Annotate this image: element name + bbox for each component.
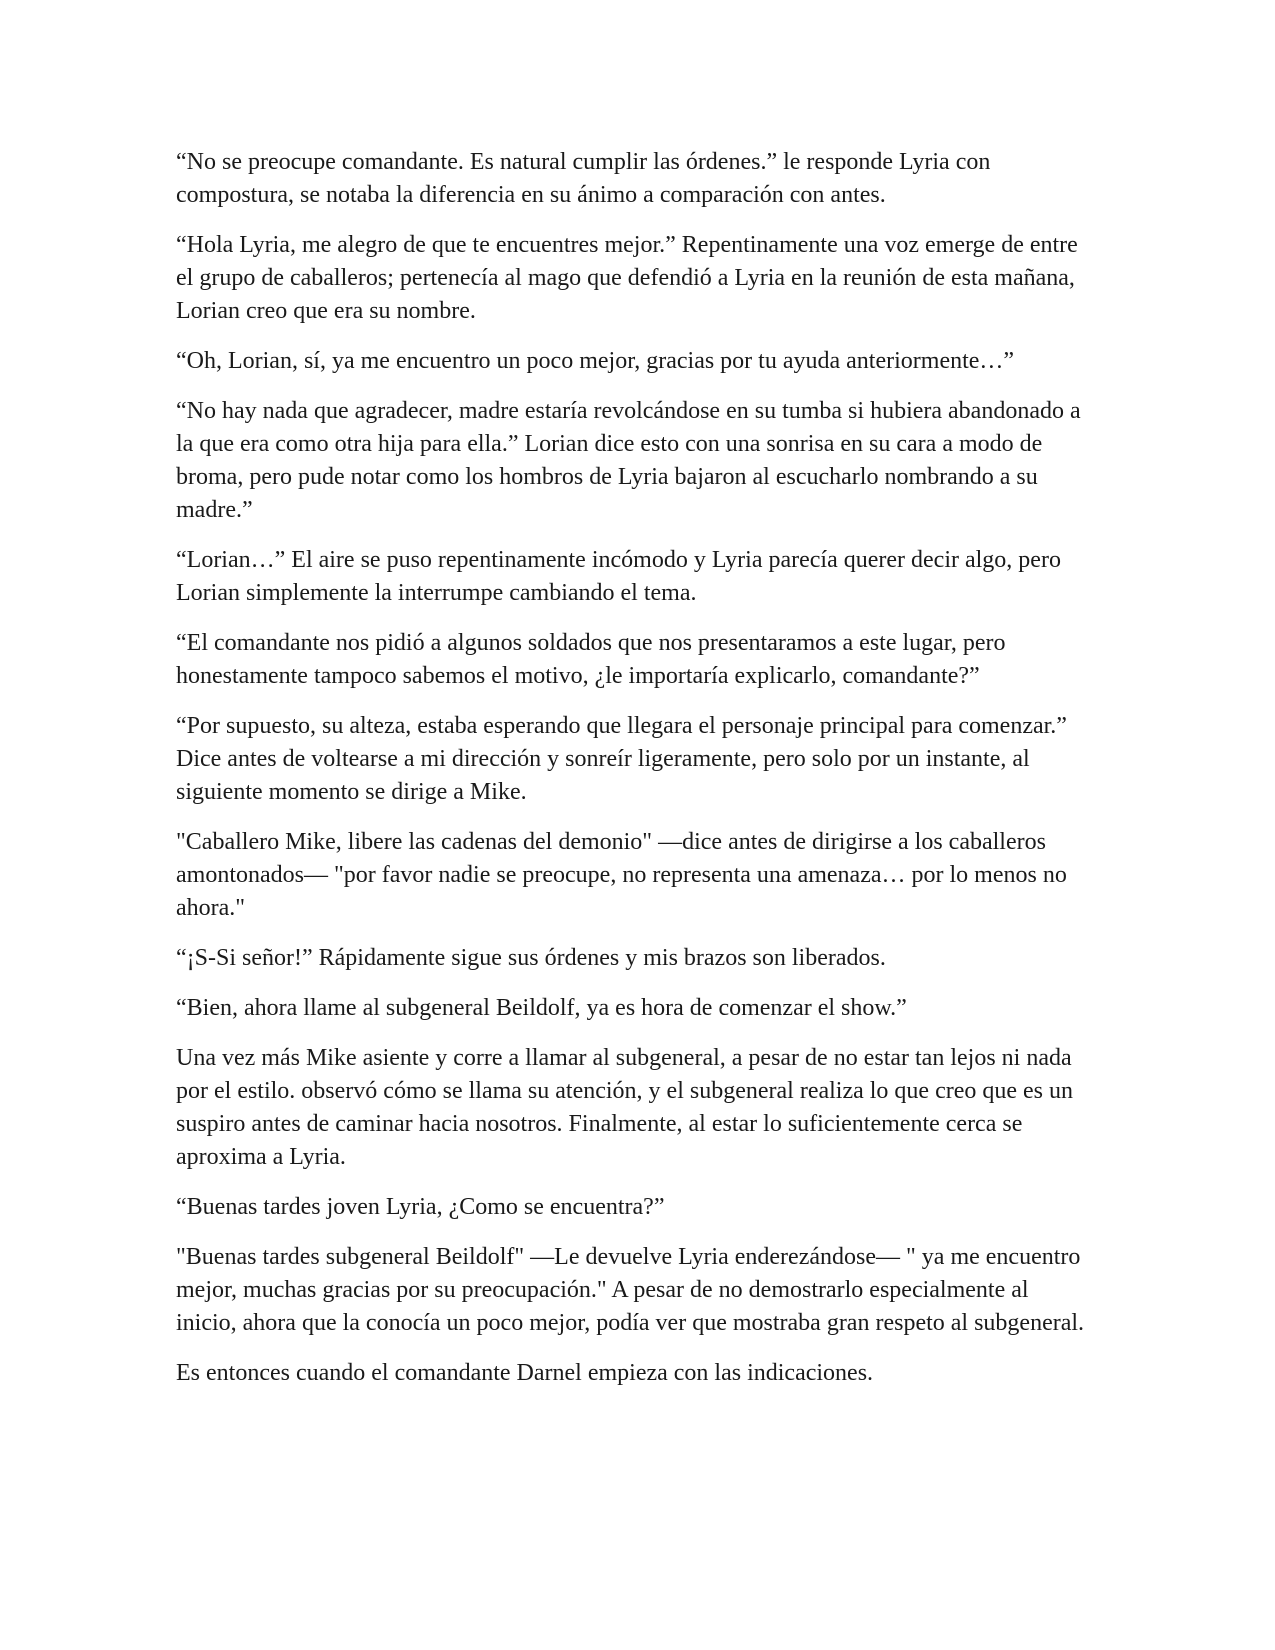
paragraph-4: “No hay nada que agradecer, madre estaría revolcándose en su tumba si hubiera abandonado a la que era como otra hija para ella.” Lorian dice esto con una sonrisa en su cara a modo de broma, pero pude notar como los hombros de Lyria bajaron al escucharlo nombrando a su madre.” (176, 398, 1081, 523)
paragraph-11: Una vez más Mike asiente y corre a llamar al subgeneral, a pesar de no estar tan lejos ni nada por el estilo. observó cómo se llama su atención, y el subgeneral realiza lo que creo que es un suspiro antes de caminar hacia nosotros. Finalmente, al estar lo suficientemente cerca se aproxima a Lyria. (176, 1045, 1074, 1170)
paragraph-5: “Lorian…” El aire se puso repentinamente incómodo y Lyria parecía querer decir algo, pero Lorian simplemente la interrumpe cambiando el tema. (176, 547, 1061, 606)
paragraph-3: “Oh, Lorian, sí, ya me encuentro un poco mejor, gracias por tu ayuda anteriormente…” (176, 348, 1015, 374)
paragraph-1: “No se preocupe comandante. Es natural cumplir las órdenes.” le responde Lyria con compostura, se notaba la diferencia en su ánimo a comparación con antes. (176, 149, 991, 208)
paragraph-14: Es entonces cuando el comandante Darnel empieza con las indicaciones. (176, 1360, 874, 1386)
paragraph-10: “Bien, ahora llame al subgeneral Beildolf, ya es hora de comenzar el show.” (176, 995, 907, 1021)
paragraph-9: “¡S-Si señor!” Rápidamente sigue sus órdenes y mis brazos son liberados. (176, 945, 886, 971)
paragraph-13: "Buenas tardes subgeneral Beildolf" —Le devuelve Lyria enderezándose— " ya me encuentro mejor, muchas gracias por su preocupación." A pesar de no demostrarlo especialmente al inicio, ahora que la conocía un poco mejor, podía ver que mostraba gran respeto al subgeneral. (176, 1244, 1085, 1336)
paragraph-12: “Buenas tardes joven Lyria, ¿Como se encuentra?” (176, 1194, 665, 1220)
document-body (176, 146, 1091, 1407)
paragraph-2: “Hola Lyria, me alegro de que te encuentres mejor.” Repentinamente una voz emerge de entre el grupo de caballeros; pertenecía al mago que defendió a Lyria en la reunión de esta mañana, Lorian creo que era su nombre. (176, 232, 1078, 324)
paragraph-8: "Caballero Mike, libere las cadenas del demonio" —dice antes de dirigirse a los caballeros amontonados— "por favor nadie se preocupe, no representa una amenaza… por lo menos no ahora." (176, 829, 1067, 921)
paragraph-7: “Por supuesto, su alteza, estaba esperando que llegara el personaje principal para comenzar.” Dice antes de voltearse a mi dirección y sonreír ligeramente, pero solo por un instante, al siguiente momento se dirige a Mike. (176, 713, 1067, 805)
paragraph-6: “El comandante nos pidió a algunos soldados que nos presentaramos a este lugar, pero honestamente tampoco sabemos el motivo, ¿le importaría explicarlo, comandante?” (176, 630, 1006, 689)
